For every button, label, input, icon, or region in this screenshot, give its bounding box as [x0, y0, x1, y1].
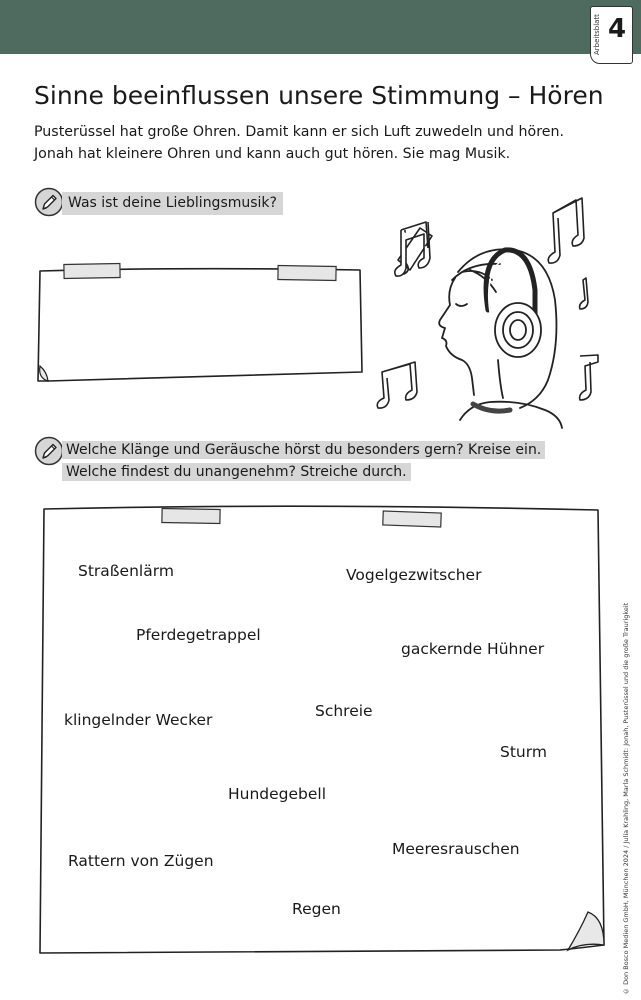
- copyright-notice: © Don Bosco Medien GmbH, München 2024 / Julia Krahling, Marla Schmidt: Jonah, Pusterüssel und die große Traurigkeit: [622, 602, 630, 995]
- sound-word[interactable]: Vogelgezwitscher: [346, 566, 482, 584]
- question-sounds-line: Welche findest du unangenehm? Streiche durch.: [62, 463, 411, 481]
- sound-word[interactable]: Hundegebell: [228, 785, 327, 803]
- sound-word[interactable]: klingelnder Wecker: [64, 711, 213, 729]
- sound-word[interactable]: Rattern von Zügen: [68, 852, 214, 870]
- question-favorite-music: Was ist deine Lieblingsmusik?: [62, 192, 283, 215]
- sound-word[interactable]: gackernde Hühner: [401, 640, 545, 658]
- page-title: Sinne beeinflussen unsere Stimmung – Hören: [34, 81, 604, 110]
- sound-word[interactable]: Straßenlärm: [78, 562, 174, 580]
- answer-paper: [38, 264, 362, 381]
- worksheet-label: Arbeitsblatt: [593, 14, 601, 56]
- sound-word[interactable]: Sturm: [500, 743, 547, 761]
- intro-line: Pusterüssel hat große Ohren. Damit kann er sich Luft zuwedeln und hören.: [34, 124, 564, 140]
- sound-word[interactable]: Regen: [292, 900, 341, 918]
- girl-headphones-illustration: [439, 249, 562, 428]
- sound-word[interactable]: Meeresrauschen: [392, 840, 520, 858]
- worksheet-number: 4: [607, 14, 627, 44]
- intro-line: Jonah hat kleinere Ohren und kann auch gut hören. Sie mag Musik.: [34, 146, 511, 162]
- sound-word[interactable]: Pferdegetrappel: [136, 626, 261, 644]
- question-sounds-line: Welche Klänge und Geräusche hörst du besonders gern? Kreise ein.: [62, 441, 545, 459]
- sound-word[interactable]: Schreie: [315, 702, 373, 720]
